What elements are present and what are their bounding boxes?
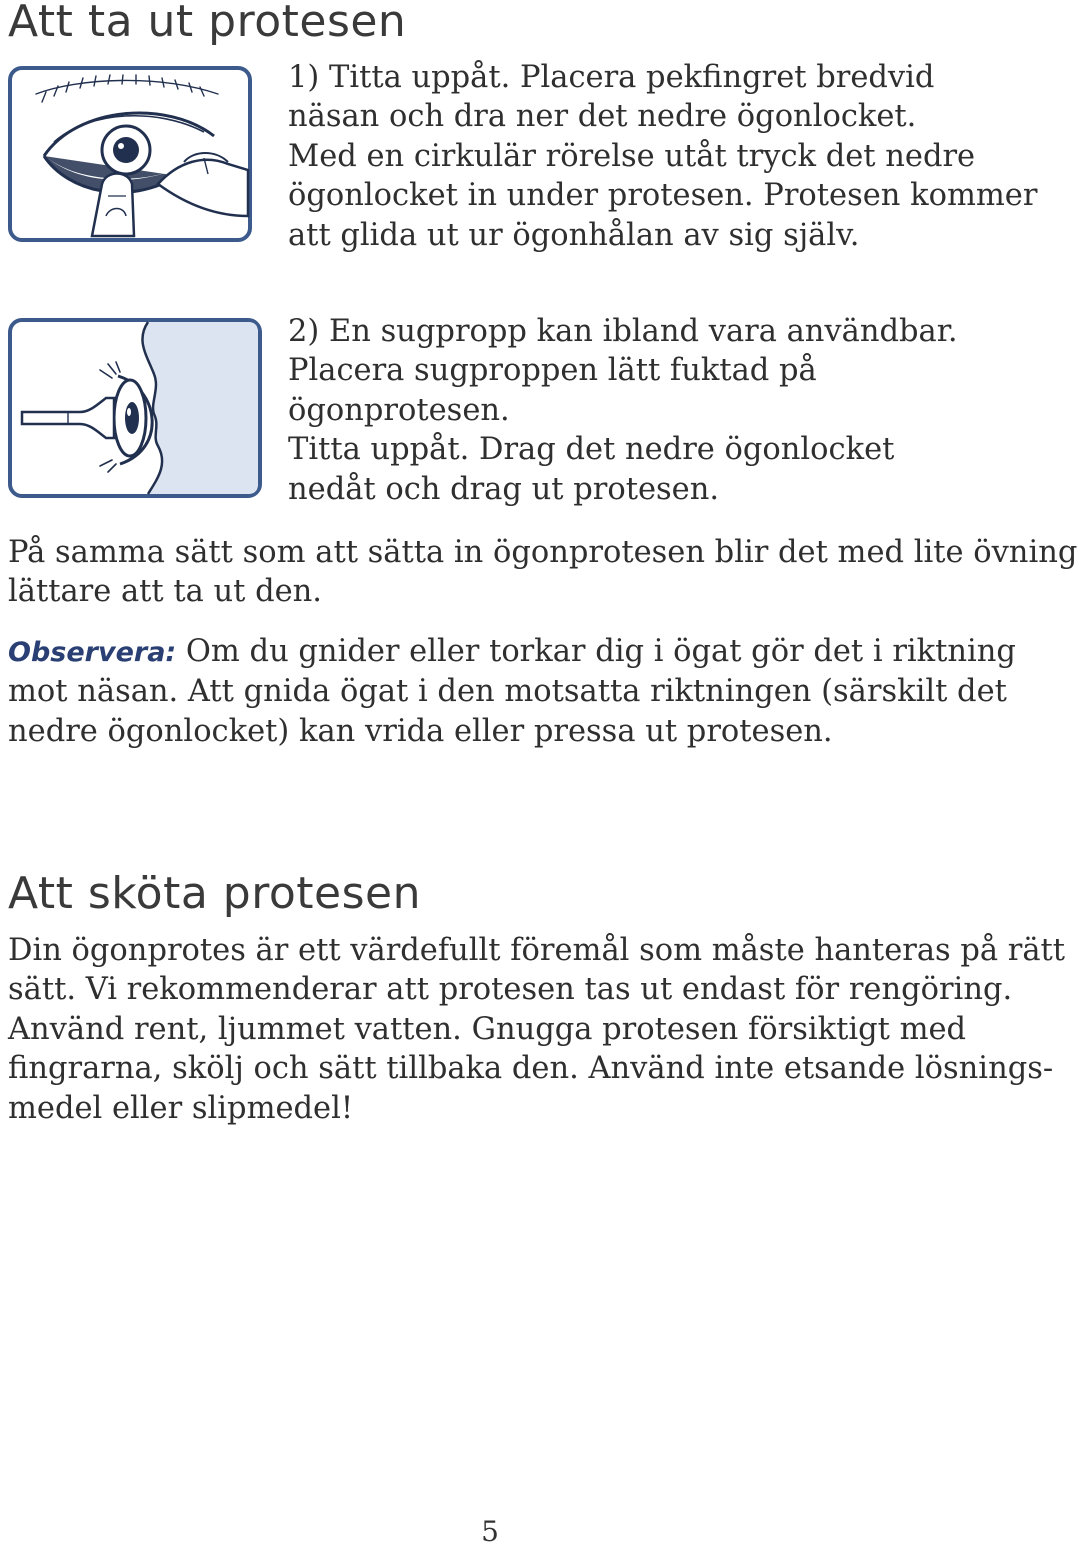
step1-line: näsan och dra ner det nedre ögonlocket.	[288, 99, 917, 135]
step1-line: Med en cirkulär rörelse utåt tryck det nedre	[288, 138, 976, 174]
care-line: Använd rent, ljummet vatten. Gnugga protesen försiktigt med	[8, 1011, 967, 1047]
step2-line: nedåt och drag ut protesen.	[288, 471, 720, 507]
note-line: nedre ögonlocket) kan vrida eller pressa ut protesen.	[8, 713, 833, 749]
step2-line: Placera sugproppen lätt fuktad på	[288, 353, 817, 389]
eye-finger-pull-lid-illustration	[8, 66, 252, 244]
care-line: sätt. Vi rekommenderar att protesen tas ut endast för rengöring.	[8, 972, 1013, 1008]
care-line: medel eller slipmedel!	[8, 1090, 354, 1126]
note-line: mot näsan. Att gnida ögat i den motsatta riktningen (särskilt det	[8, 674, 1007, 710]
step1-line: att glida ut ur ögonhålan av sig själv.	[288, 217, 860, 253]
note-label: Observera:	[8, 637, 177, 668]
care-line: Din ögonprotes är ett värdefullt föremål som måste hanteras på rätt	[8, 933, 1066, 968]
note-line	[8, 632, 1016, 672]
page-number: 5	[481, 1515, 499, 1548]
care-line: fingrarna, skölj och sätt tillbaka den. Använd inte etsande lösnings-	[8, 1051, 1054, 1087]
step1-text	[288, 58, 1037, 255]
practice-line: På samma sätt som att sätta in ögonprotesen blir det med lite övning	[8, 535, 1077, 570]
step2-line: ögonprotesen.	[288, 392, 510, 428]
step1-line: ögonlocket in under protesen. Protesen kommer	[288, 178, 1038, 214]
care-paragraph	[8, 931, 1065, 1128]
section-title-care: Att sköta protesen	[8, 868, 421, 919]
note-paragraph	[8, 632, 1016, 751]
step1-line: 1) Titta uppåt. Placera pekfingret bredvid	[288, 60, 935, 95]
practice-paragraph	[8, 533, 1077, 612]
note-line-rest: Om du gnider eller torkar dig i ögat gör det i riktning	[176, 634, 1016, 669]
step2-line: Titta uppåt. Drag det nedre ögonlocket	[288, 432, 895, 468]
section-title-remove: Att ta ut protesen	[8, 0, 407, 47]
step2-line: 2) En sugpropp kan ibland vara användbar.	[288, 314, 958, 349]
practice-line: lättare att ta ut den.	[8, 574, 322, 610]
step2-text	[288, 312, 958, 509]
eye-suction-cup-profile-illustration	[8, 318, 262, 498]
